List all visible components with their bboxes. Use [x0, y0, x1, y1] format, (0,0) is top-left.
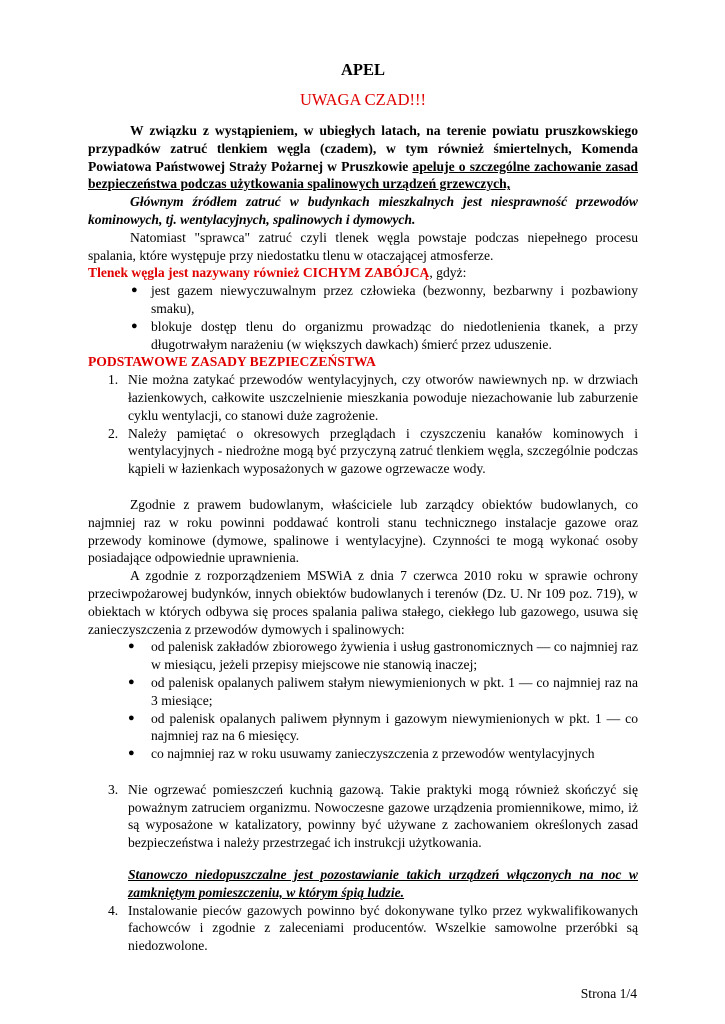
list-item: ● jest gazem niewyczuwalnym przez człowieka (bezwonny, bezbarwny i pozbawiony smaku), — [131, 283, 638, 316]
bullet-icon: ● — [131, 284, 138, 297]
bullet-icon: ● — [128, 711, 135, 724]
bullet-icon: ● — [128, 675, 135, 688]
regulation-bullet-list — [88, 638, 638, 763]
law-paragraph: Zgodnie z prawem budowlanym, właściciele lub zarządcy obiektów budowlanych, co najmniej raz w roku powinni poddawać kontroli stanu technicznego instalacje gazowe oraz przewody kominowe (dymowe, spalinowe i wentylacyjne). Czynności te mogą wykonać osoby posiadające odpowiednie uprawnienia. — [88, 496, 638, 566]
rules-list-continued — [88, 781, 638, 852]
spacer — [88, 763, 638, 781]
cause-paragraph: Natomiast "sprawca" zatruć czyli tlenek węgla powstaje podczas niepełnego procesu spalania, które występuje przy niedostatku tlenu w otaczającej atmosferze. — [88, 229, 638, 263]
warning-text: Stanowczo niedopuszczalne jest pozostawianie takich urządzeń włączonych na noc w zamkniętym pomieszczeniu, w którym śpią ludzie. — [128, 867, 638, 900]
rule-number: 4. — [108, 902, 119, 918]
document-body — [88, 60, 638, 955]
list-item: ● co najmniej raz w roku usuwamy zanieczyszczenia z przewodów wentylacyjnych — [128, 746, 595, 762]
rules-list-final — [88, 902, 638, 955]
list-item: ● blokuje dostęp tlenu do organizmu prowadząc do niedotlenienia tkanek, a przy długotrwałym narażeniu (w większych dawkach) śmierć przez uduszenie. — [131, 318, 638, 352]
rules-heading: PODSTAWOWE ZASADY BEZPIECZEŃSTWA — [88, 354, 376, 370]
list-item: ● od palenisk opalanych paliwem stałym niewymienionych w pkt. 1 — co najmniej raz na 3 miesiące; — [128, 674, 638, 708]
bullet-icon: ● — [128, 747, 135, 760]
list-item: 3. Nie ogrzewać pomieszczeń kuchnią gazową. Takie praktyki mogą również skończyć się poważnym zatruciem organizmu. Nowoczesne gazowe urządzenia promiennikowe, mimo, iż są wyposażone w katalizatory, powinny być używane z zachowaniem określonych zasad bezpieczeństwa i należy przestrzegać ich instrukcji użytkowania. — [108, 781, 638, 851]
list-item: 1. Nie można zatykać przewodów wentylacyjnych, czy otworów nawiewnych np. w drzwiach łazienkowych, całkowite uszczelnienie mieszkania powoduje niezachowanie lub zaburzenie cyklu wentylacji, co stanowi duże zagrożenie. — [108, 372, 638, 423]
intro-text: W związku z wystąpieniem, w ubiegłych latach, na terenie powiatu pruszkowskiego przypadków zatruć tlenkiem węgla (czadem), w tym również śmiertelnych, Komenda Powiatowa Państwowej Straży Pożarnej w Pruszkowie — [88, 123, 638, 174]
rule-number: 1. — [108, 372, 119, 388]
spacer — [88, 852, 638, 866]
killer-rest: , gdyż: — [429, 265, 467, 281]
source-paragraph: Głównym źródłem zatruć w budynkach mieszkalnych jest niesprawność przewodów kominowych, tj. wentylacyjnych, spalinowych i dymowych. — [88, 194, 638, 227]
list-item: 2. Należy pamiętać o okresowych przeglądach i czyszczeniu kanałów kominowych i wentylacyjnych - niedrożne mogą być przyczyną zatruć tlenkiem węgla, szczególnie podczas kąpieli w łazienkach wyposażonych w gazowe ogrzewacze wody. — [108, 425, 638, 477]
regulation-paragraph: A zgodnie z rozporządzeniem MSWiA z dnia 7 czerwca 2010 roku w sprawie ochrony przeciwpożarowej budynków, innych obiektów budowlanych i terenów (Dz. U. Nr 109 poz. 719), w obiektach w których odbywa się proces spalania paliwa stałego, ciekłego lub gazowego, usuwa się zanieczyszczenia z przewodów dymowych i spalinowych: — [88, 568, 638, 637]
rules-list — [88, 371, 638, 478]
document-subtitle: UWAGA CZAD!!! — [299, 90, 427, 109]
document-title: APEL — [340, 60, 385, 79]
killer-highlight: Tlenek węgla jest nazywany również CICHYM ZABÓJCĄ — [88, 265, 430, 281]
bullet-icon: ● — [131, 319, 138, 332]
list-item: 4. Instalowanie pieców gazowych powinno być dokonywane tylko przez wykwalifikowanych fachowców i zgodnie z zaleceniami producentów. Wszelkie samowolne przeróbki są niedozwolone. — [108, 902, 638, 954]
spacer — [88, 478, 638, 496]
rule-number: 2. — [108, 425, 119, 441]
killer-line — [88, 264, 638, 282]
page-number: Strona 1/4 — [580, 986, 637, 1001]
list-item: ● od palenisk zakładów zbiorowego żywienia i usług gastronomicznych — co najmniej raz w miesiącu, jeżeli przepisy miejscowe nie stanowią inaczej; — [128, 639, 638, 673]
intro-paragraph — [88, 122, 638, 193]
intro-appeal-text: apeluje o szczególne zachowanie zasad bezpieczeństwa podczas użytkowania spalinowych urządzeń grzewczych, — [88, 158, 638, 192]
killer-bullet-list — [88, 282, 638, 353]
rule-number: 3. — [108, 781, 119, 797]
list-item: ● od palenisk opalanych paliwem płynnym i gazowym niewymienionych w pkt. 1 — co najmniej raz na 6 miesięcy. — [128, 710, 638, 744]
bullet-icon: ● — [128, 640, 135, 653]
